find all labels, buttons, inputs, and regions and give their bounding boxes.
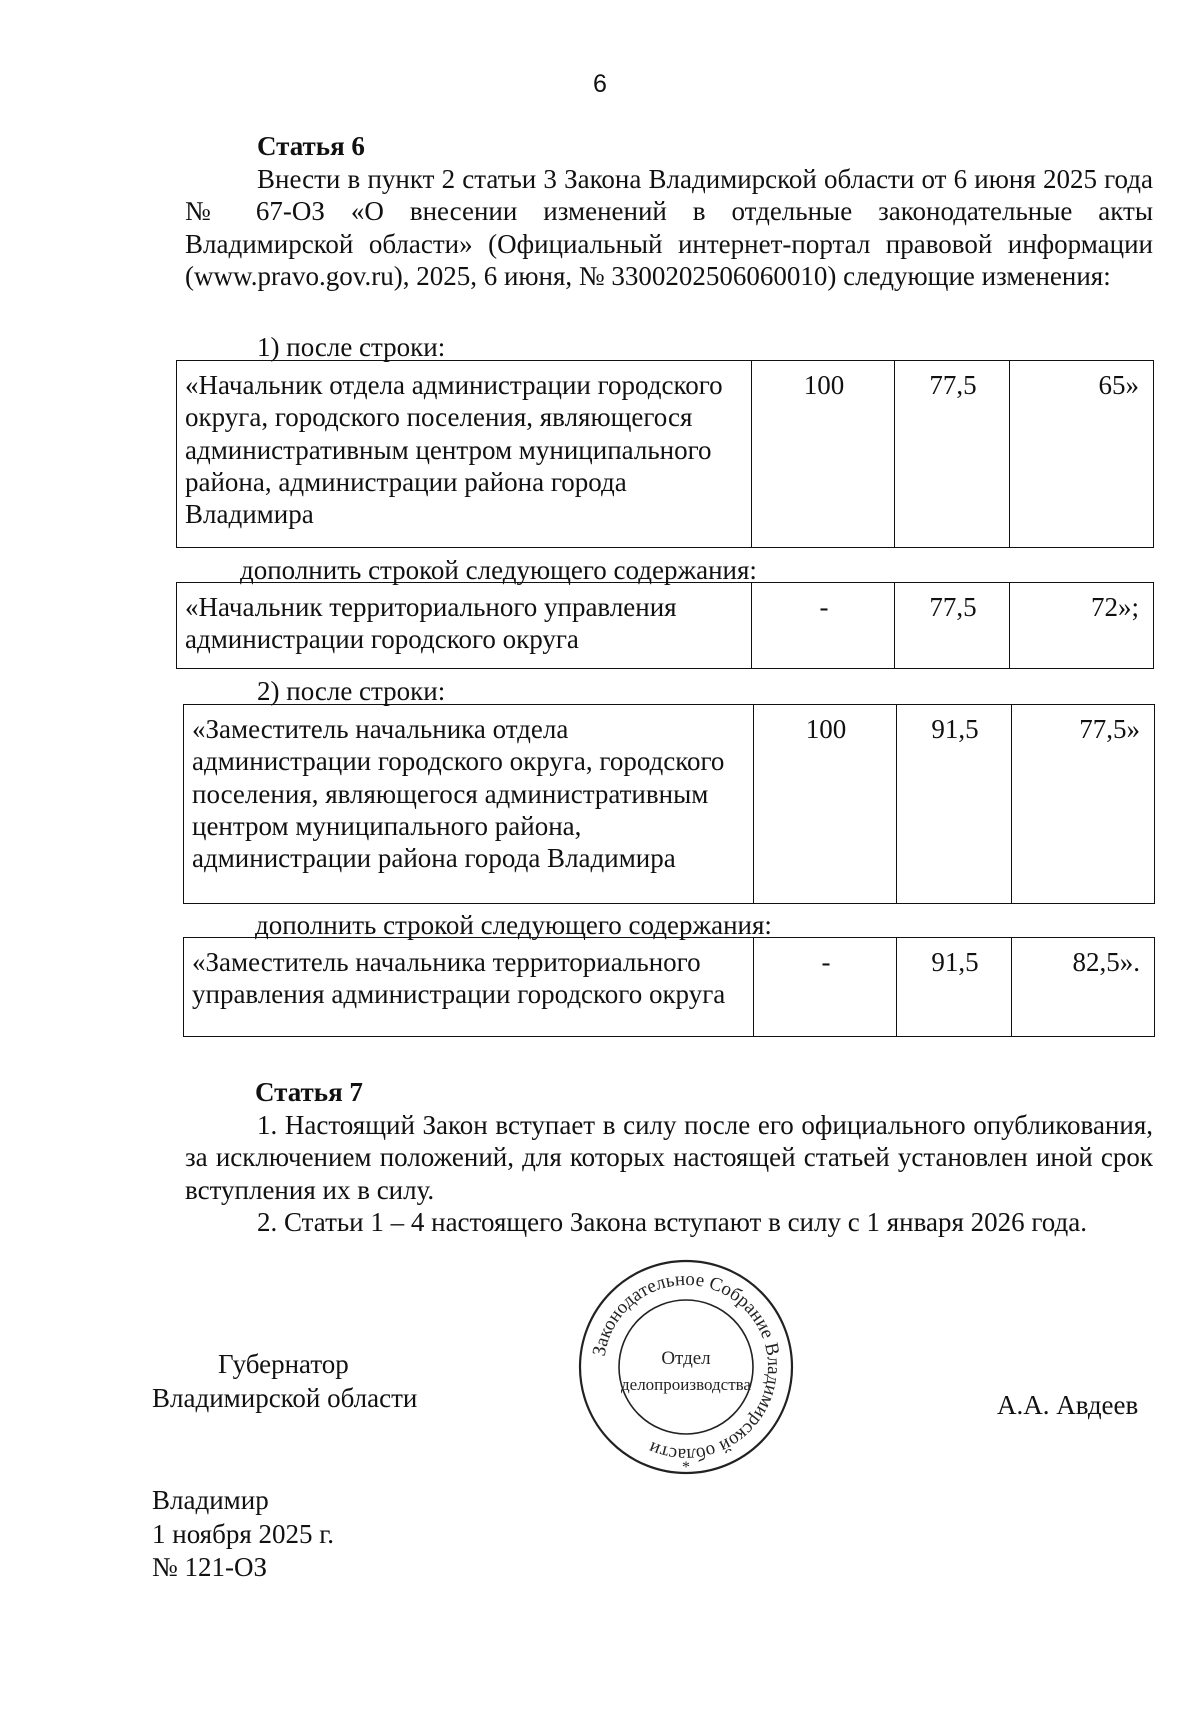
- add-row-label-2: дополнить строкой следующего содержания:: [255, 910, 772, 940]
- signatory-position-line-2: Владимирской области: [152, 1383, 418, 1413]
- value-cell: 77,5: [895, 361, 1010, 548]
- value-cell: 72»;: [1010, 583, 1154, 669]
- article-6-heading: Статья 6: [257, 131, 365, 161]
- signatory-name: А.А. Авдеев: [997, 1390, 1139, 1420]
- date: 1 ноября 2025 г.: [152, 1519, 335, 1549]
- official-seal: [577, 1258, 795, 1476]
- table-row: [177, 583, 1154, 669]
- value-cell: 100: [752, 361, 895, 548]
- seal-graphic: [577, 1258, 795, 1476]
- value-cell: 100: [754, 705, 897, 904]
- seal-star: *: [682, 1459, 690, 1476]
- article-6-intro: Внести в пункт 2 статьи 3 Закона Владимирской области от 6 июня 2025 года № 67-ОЗ «О внесении изменений в отдельные законодательные акты Владимирской области» (Официальный интернет-портал правовой информации (www.pravo.gov.ru), 2025, 6 июня, № 3300202506060010) следующие изменения:: [185, 164, 1153, 291]
- law-number: № 121-ОЗ: [152, 1552, 268, 1582]
- table-3: [183, 704, 1155, 904]
- signatory-position-line-1: Губернатор: [218, 1349, 349, 1379]
- seal-center-line-1: Отдел: [661, 1348, 711, 1369]
- article-7-heading: Статья 7: [255, 1077, 363, 1107]
- article-7-paragraph-2: 2. Статьи 1 – 4 настоящего Закона вступают в силу с 1 января 2026 года.: [257, 1207, 1087, 1237]
- page-number: 6: [593, 70, 607, 98]
- position-cell: «Заместитель начальника отдела администрации городского округа, городского поселения, являющегося административным центром муниципального района, администрации района города Владимира: [184, 705, 754, 904]
- table-row: [184, 705, 1155, 904]
- position-cell: «Начальник территориального управления администрации городского округа: [177, 583, 752, 669]
- value-cell: -: [754, 938, 897, 1037]
- table-4: [183, 937, 1155, 1037]
- item-1-label: 1) после строки:: [257, 332, 446, 362]
- value-cell: 91,5: [897, 938, 1012, 1037]
- value-cell: 82,5».: [1012, 938, 1155, 1037]
- table-row: [184, 938, 1155, 1037]
- table-row: [177, 361, 1154, 548]
- item-2-label: 2) после строки:: [257, 676, 446, 706]
- position-cell: «Заместитель начальника территориального управления администрации городского округа: [184, 938, 754, 1037]
- value-cell: 77,5: [895, 583, 1010, 669]
- value-cell: -: [752, 583, 895, 669]
- seal-center-line-2: делопроизводства: [621, 1375, 751, 1394]
- position-cell: «Начальник отдела администрации городского округа, городского поселения, являющегося административным центром муниципального района, администрации района города Владимира: [177, 361, 752, 548]
- value-cell: 65»: [1010, 361, 1154, 548]
- article-7-paragraph-1: 1. Настоящий Закон вступает в силу после его официального опубликования, за исключением положений, для которых настоящей статьей установлен иной срок вступления их в силу.: [185, 1110, 1153, 1205]
- seal-ring-text: Законодательное Собрание Владимирской области: [588, 1268, 785, 1466]
- value-cell: 91,5: [897, 705, 1012, 904]
- add-row-label-1: дополнить строкой следующего содержания:: [240, 555, 757, 585]
- value-cell: 77,5»: [1012, 705, 1155, 904]
- table-2: [176, 582, 1154, 669]
- table-1: [176, 360, 1154, 548]
- place: Владимир: [152, 1485, 269, 1515]
